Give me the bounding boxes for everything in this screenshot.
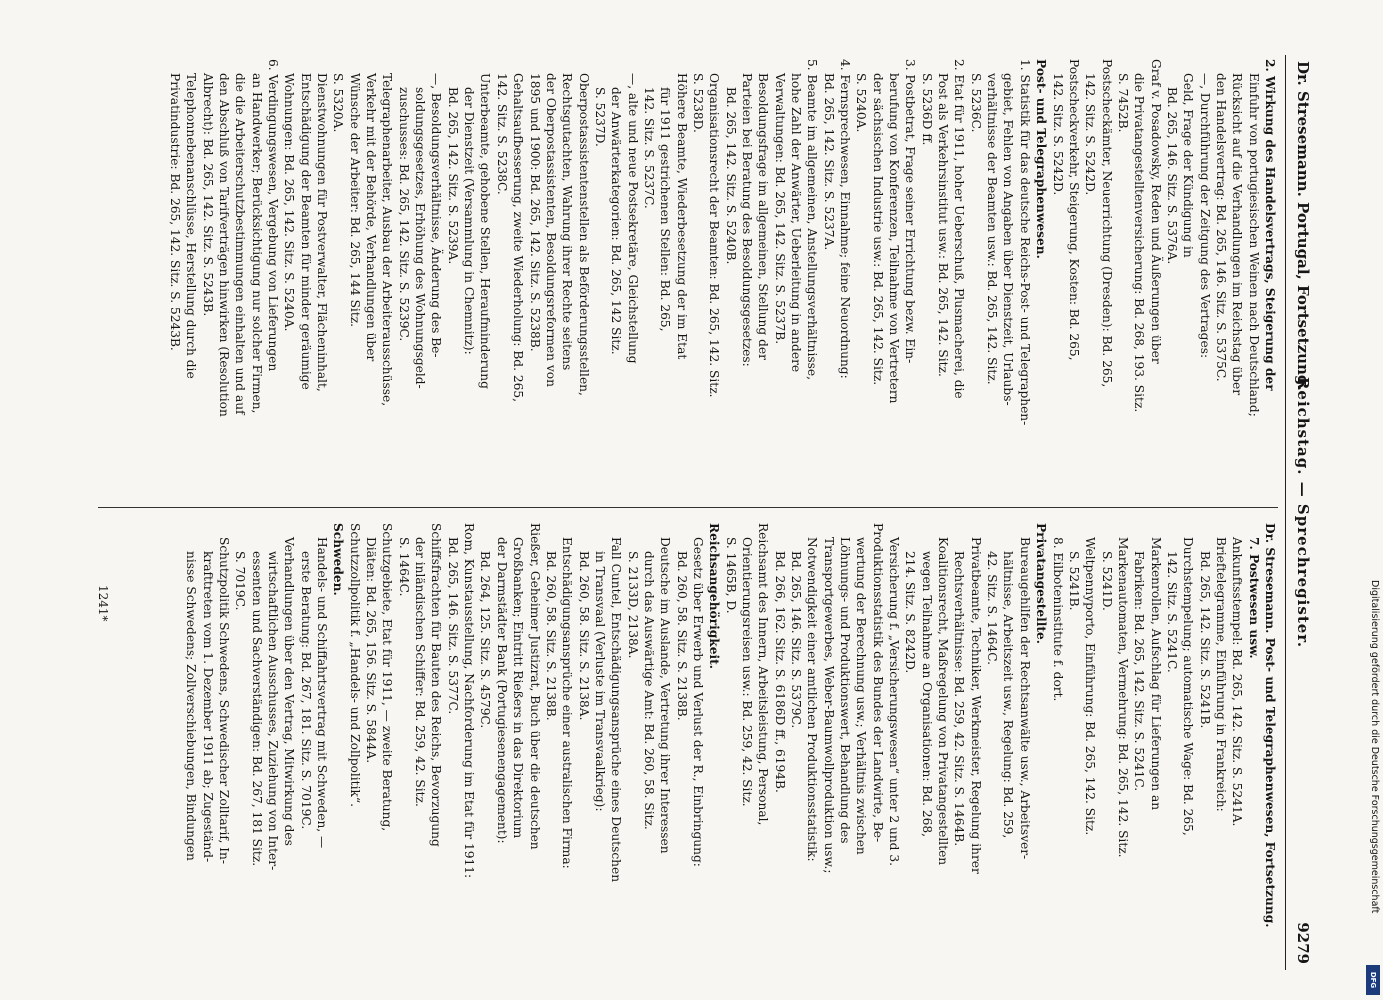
page-header [1285,55,1320,970]
register-line: in Transvaal (Verluste im Transvaalkrieg): [592,551,607,812]
register-line: Rom, Kunstausstellung, Nachforderung im Etat für 1911: [462,523,477,879]
register-line: den Handelsvertrag: Bd. 265, 146. Sitz. S. 5375C. [1213,73,1228,382]
register-line: S. 5238D. [690,73,705,133]
register-line: 142. Sitz. S. 5237C. [641,87,656,209]
register-line: Notwendigkeit einer amtlichen Produktionsstatistik: [805,537,820,862]
register-line: —, Durchführung der Zeitgung des Vertrages: [1197,73,1212,359]
register-line: Graf v. Posadowsky, Reden und Äußerungen über [1148,59,1163,364]
register-line: Bd. 260, 58. Sitz. S. 2138B. [674,551,689,721]
register-line: hältnisse, Arbeitszeit usw., Regelung: Bd. 259, [1001,551,1016,839]
register-line: der sächsischen Industrie usw.: Bd. 265, 142. Sitz. [870,73,885,386]
register-line: S. 7019C. [233,551,248,611]
register-line: gebiet, Fehlen von Angaben über Dienstzeit, Urlaubs- [1001,73,1016,406]
register-line: Gehaltsaufbesserung, zweite Wiederholung: Bd. 265, [511,73,526,402]
register-line: Brieftelegramme, Einführung in Frankreich: [1213,537,1228,812]
register-line: Produktionsstatistik des Bundes der Landwirte, Be- [870,523,885,843]
register-line: wirtschaftlichen Ausschusses, Zuziehung von Inter- [266,551,281,871]
register-line: Dr. Stresemann. Post- und Telegraphenwesen, Fortsetzung. [1263,523,1277,928]
register-line: S. 5241B. [1066,551,1081,611]
register-line: Rießer, Geheimer Justizrat, Buch über die deutschen [527,523,542,850]
register-line: der Dienstzeit (Versammlung in Chemnitz): [462,87,477,355]
register-line: Bd. 265, 142. Sitz. S. 5241B. [1197,551,1212,729]
register-line: Reichsamt des Innern, Arbeitsleistung, Personal, [756,523,771,826]
register-line: der inländischen Schiffer: Bd. 259, 42. Sitz. [413,537,428,807]
register-line: Bd. 265, 146. Sitz. S. 5376A. [1164,87,1179,265]
register-line: Post als Verkehrsinstitut usw.: Bd. 265, 142. Sitz. [936,73,951,377]
register-line: Fabriken: Bd. 265, 142. Sitz. S. 5241C. [1132,551,1147,792]
register-line: Oberpostassistentenstellen als Beförderungsstellen, [576,73,591,396]
register-line: S. 5241D. [1099,551,1114,611]
register-line: soldungsgesetzes, Erhöhung des Wohnungsgeld- [413,87,428,389]
rotated-register-page [70,45,1320,980]
register-line: Verwaltungen: Bd. 265, 142. Sitz. S. 5237B. [772,73,787,345]
register-line: Bd. 264, 125. Sitz. S. 4579C. [478,551,493,729]
register-line: Post- und Telegraphenwesen. [1034,59,1049,259]
register-line: Besoldungsfrage im allgemeinen, Stellung der [756,73,771,360]
register-line: Rücksicht auf die Verhandlungen im Reichstag über [1230,73,1245,396]
register-line: Entschädigung der Beamten für minder geräumige [298,73,313,390]
register-line: Privatbeamte, Techniker, Werkmeister, Regelung ihrer [968,537,983,874]
register-line: Privatindustrie: Bd. 265, 142. Sitz. S. 5243B. [167,73,182,351]
register-line: hohe Zahl der Anwärter, Ueberleitung in andere [789,73,804,373]
register-line: der Oberpostassistenten, Besoldungsreformen von [543,73,558,387]
register-line: Rechtsverhältnisse: Bd. 259, 42. Sitz. S. 1464B. [952,551,967,847]
header-left: Dr. Stresemann. Portugal, Fortsetzung. [1294,61,1312,391]
register-line: den Abschluß von Tarifverträgen hinwirken (Resolution [217,73,231,417]
register-line: Dienstwohnungen für Postverwalter, Flächeninhalt, [315,73,330,392]
register-line: Schweden. [331,523,346,596]
register-line: Parteien bei Beratung des Besoldungsgesetzes: [740,73,754,367]
register-line: Schiffsfrachten für Bauten des Reichs, Bevorzugung [429,523,444,847]
register-line: Bd. 265, 146. Sitz. S. 5379C. [789,551,804,729]
register-line: Rechtsgutachten, Wahrung ihrer Rechte seitens [560,73,575,371]
header-title: Reichstag. — Sprechregister. [1294,376,1312,649]
register-line: 8. Eilboteninstitute f. dort. [1050,537,1065,702]
register-line: Markenautomaten, Vermehrung: Bd. 265, 142. Sitz. [1115,537,1130,858]
register-line: erste Beratung: Bd. 267, 181. Sitz. S. 7019C. [298,551,313,830]
dfg-logo-icon: DFG [1366,965,1380,995]
register-line: der Anwärterkategorien: Bd. 265, 142 Sitz. [609,87,624,355]
register-line: die die Arbeiterschutzbestimmungen einhalten und auf [233,73,248,415]
register-line: Reichsangehörigkeit. [707,523,722,669]
left-column [88,59,1278,499]
credit-text: Digitalisierung gefördert durch die Deutsche Forschungsgemeinschaft [1369,580,1380,914]
register-line: Diäten: Bd. 265, 156. Sitz. S. 5844A. [364,537,379,764]
register-line: Bd. 265, 142. Sitz. S. 5237A. [821,73,836,251]
register-line: 142. Sitz. S. 5242D. [1050,73,1065,196]
register-line: Gesetz über Erwerb und Verlust der R., Einbringung: [690,537,705,867]
register-line: —, alte und neue Postsekretäre, Gleichstellung [625,73,640,364]
register-line: durch das Auswärtige Amt: Bd. 260, 58. Sitz. [641,551,656,830]
register-line: Bureaugehilfen der Rechtsanwälte usw., Arbeitsver- [1017,537,1032,860]
register-line: Albrecht): Bd. 265, 142. Sitz. S. 5243B. [200,73,215,317]
register-line: Postscheckverkehr, Steigerung, Kosten: Bd. 265, [1066,59,1081,361]
register-line: Löhnungs- und Produktionswert, Behandlung des [838,537,853,844]
register-line: berufung von Konferenzen, Teilnahme von Vertretern [887,73,902,404]
register-line: S. 5237D. [592,87,607,147]
register-line: Markenrollen, Aufschlag für Lieferungen an [1148,537,1163,811]
register-line: 1. Statistik für das deutsche Reichs-Post- und Telegraphen- [1017,59,1032,426]
register-line: Weltpennyporto, Einführung: Bd. 265, 142. Sitz. [1083,537,1098,836]
register-line: Schutzgebiete, Etat für 1911, — zweite Beratung, [380,523,395,832]
register-line: Bd. 265, 142. Sitz. S. 5240B. [723,87,738,265]
register-line: —, Besoldungsverhältnisse, Änderung des Be- [429,73,444,358]
register-line: Ankunftsstempel: Bd. 265, 142. Sitz. S. 5241A. [1230,537,1245,827]
register-line: wertung der Berechnung usw.; Verhältnis zwischen [854,537,869,855]
register-line: Geld, Frage der Kündigung in [1181,73,1196,258]
register-line: Transportgewerbes, Weber-Baumwollproduktion usw.; [821,537,836,874]
register-line: wegen Teilnahme an Organisationen: Bd. 268, [919,551,934,837]
register-line: Unterbeamte, gehobene Stellen, Heraufminderung [478,73,493,389]
register-line: S. 5236D ff. [919,73,934,146]
register-line: S. 1464C. [396,537,411,597]
register-line: Deutsche im Auslande, Vertretung ihrer Interessen [658,537,673,854]
register-line: 142. Sitz. S. 5242D. [1083,73,1098,196]
register-line: Entschädigungsansprüche einer australischen Firma: [560,537,575,869]
register-line: 142. Sitz. S. 5238C. [494,73,509,195]
register-line: Koalitionsrecht, Maßregelung von Privatangestellten [936,537,951,866]
footer-page-note: 1241* [96,585,110,622]
register-line: essenten und Sachverständigen: Bd. 267, 181 Sitz. [249,551,264,867]
register-line: Verkehr mit der Behörde, Verhandlungen über [364,73,379,362]
register-line: Durchstempelung; automatische Wage: Bd. 265, [1181,537,1196,836]
register-line: Schutzpolitik Schwedens, Schwedischer Zolltarif, In- [217,537,231,865]
register-line: Wünsche der Arbeiter: Bd. 265, 144 Sitz. [347,73,362,328]
register-line: Fall Cuntel, Entschädigungsansprüche eines Deutschen [609,537,624,883]
register-line: nisse Schwedens; Zollverschiebungen, Bindungen [184,551,199,861]
register-line: Höhere Beamte, Wiederbesetzung der im Etat [674,73,689,360]
register-line: 4. Fernsprechwesen, Einnahme; feine Neuordnung: [838,59,853,379]
register-line: 2. Wirkung des Handelsvertrags, Steigerung der [1263,59,1277,391]
register-line: Großbanken; Eintritt Rießers in das Direktorium [511,537,526,839]
register-line: 7. Postwesen usw. [1246,537,1261,659]
register-line: an Handwerker; Berücksichtigung nur solcher Firmen, [249,73,264,414]
register-line: 3. Postbetrat, Frage seiner Errichtung bezw. Ein- [903,59,918,364]
register-line: Bd. 260, 58. Sitz. S. 2138B. [543,551,558,721]
register-line: Telegraphenarbeiter, Ausbau der Arbeiterausschüsse, [380,73,395,407]
register-line: Versicherung f. „Versicherungswesen“ unter 2 und 3. [887,537,902,866]
register-line: Schutzzollpolitik f. „Handels- und Zollpolitik“. [347,523,362,807]
register-line: Verhandlungen über den Vertrag, Mitwirkung des [282,537,297,846]
register-line: 5. Beamte im allgemeinen, Anstellungsverhältnisse, [805,59,820,380]
register-line: Handels- und Schiffahrtsvertrag mit Schweden, — [315,537,330,849]
register-line: 2. Etat für 1911, hoher Ueberschuß, Plusmacherei, die [952,59,967,399]
register-line: Einfuhr von portugiesischen Weinen nach Deutschland; [1246,73,1261,417]
register-line: Bd. 260, 58. Sitz. S. 2138A. [576,551,591,721]
register-line: 142. Sitz. S. 5241C. [1164,551,1179,673]
register-line: verhältnisse der Beamten usw.: Bd. 265, 142. Sitz. [985,73,1000,385]
register-line: S. 5240A. [854,73,869,133]
register-line: 214. Sitz. S. 8242D. [903,551,918,674]
register-line: die Privatangestelltenversicherung: Bd. 268, 193. Sitz. [1132,73,1147,413]
register-line: für 1911 gestrichenen Stellen: Bd. 265, [658,87,673,332]
register-line: Organisationsrecht der Beamten: Bd. 265, 142. Sitz. [707,73,722,398]
register-line: der Darmstädter Bank (Portugiesenengagement): [494,537,509,844]
register-line: Bd. 266, 162. Sitz. S. 6186D ff., 6194B. [772,551,787,793]
register-line: Privatangestellte. [1034,523,1049,644]
register-line: S. 1465B, D. [723,537,738,614]
register-line: Telephonnebenanschlüsse, Herstellung durch die [184,73,199,379]
register-line: Wohnungen: Bd. 265, 142. Sitz. S. 5240A. [282,73,297,332]
page-number: 9279 [1294,922,1312,964]
register-line: S. 7452B. [1115,73,1130,133]
register-line: krafttreten vom 1. Dezember 1911 ab; Zugeständ- [200,551,215,863]
register-line: Orientierungsreisen usw.: Bd. 259, 42. Sitz. [740,537,754,807]
register-line: 6. Verdingungswesen, Vergebung von Lieferungen [266,59,281,372]
register-line: S. 5320A. [331,73,346,133]
register-line: 42. Sitz. S. 1464C. [985,551,1000,666]
digitization-credit [1368,580,1382,1000]
column-divider [98,507,1278,508]
register-line: S. 5236C. [968,73,983,133]
register-line: 1895 und 1900: Bd. 265, 142. Sitz. S. 5238B. [527,73,542,352]
register-line: zuschusses: Bd. 265, 142. Sitz. S. 5239C. [396,87,411,342]
register-line: Bd. 265, 146. Sitz. S. 5377C. [445,537,460,715]
register-line: Bd. 265, 142. Sitz. S. 5239A. [445,87,460,265]
right-column [88,523,1278,963]
register-line: S. 2133D, 2138A. [625,551,640,659]
register-line: Postscheckämter, Neuerrichtung (Dresden): Bd. 265, [1099,59,1114,388]
